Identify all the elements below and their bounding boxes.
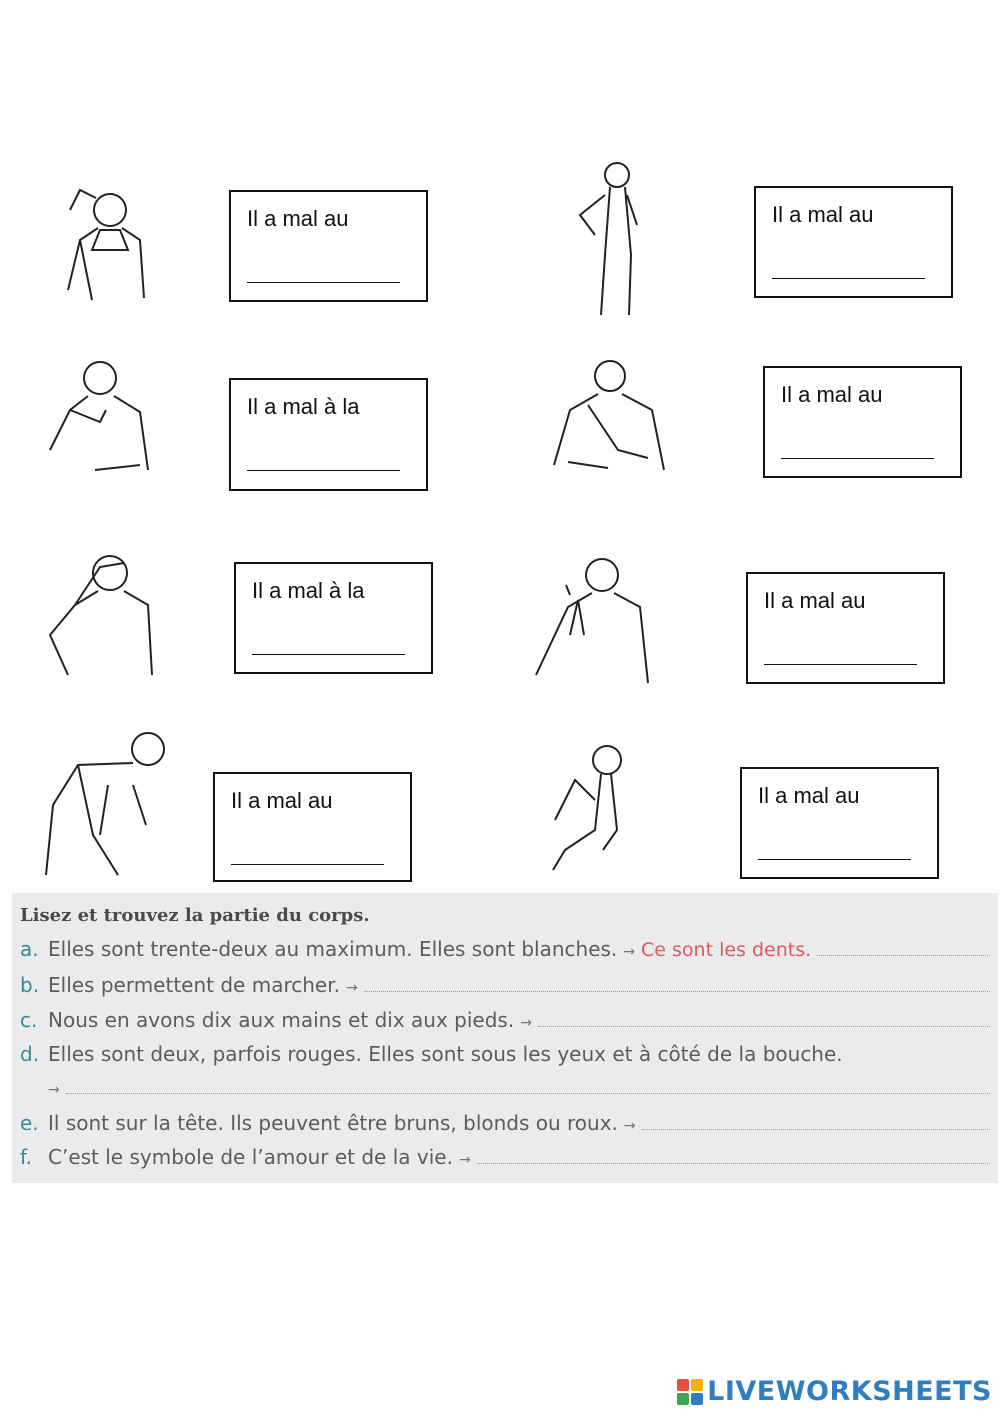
answer-line-c[interactable] <box>538 1008 990 1027</box>
answer-box-4 <box>763 366 962 478</box>
question-c <box>20 1008 990 1032</box>
question-letter: e. <box>20 1111 39 1135</box>
figure-head <box>40 545 165 685</box>
figure-stomach <box>38 725 173 880</box>
box-prompt: Il a mal au <box>231 788 333 813</box>
answer-box-1 <box>229 190 428 302</box>
question-text: Nous en avons dix aux mains et dix aux pieds. <box>48 1008 515 1032</box>
figure-back <box>565 155 655 325</box>
figure-finger <box>530 545 660 690</box>
answer-line <box>817 937 990 956</box>
box-prompt: Il a mal au <box>781 382 883 407</box>
answer-box-2 <box>754 186 953 298</box>
answer-input-7[interactable] <box>231 838 384 865</box>
man-holding-foot-icon <box>545 740 635 875</box>
question-f <box>20 1145 990 1169</box>
man-holding-ear-icon <box>40 180 155 305</box>
question-text: Elles sont deux, parfois rouges. Elles sont sous les yeux et à côté de la bouche. <box>48 1042 843 1066</box>
answer-line-e[interactable] <box>642 1111 990 1130</box>
arrow-icon: → <box>623 944 636 960</box>
logo-square <box>677 1379 689 1391</box>
answer-input-5[interactable] <box>252 628 405 655</box>
question-b <box>20 973 990 997</box>
arrow-icon: → <box>623 1118 636 1134</box>
logo-square <box>691 1379 703 1391</box>
answer-line-f[interactable] <box>477 1145 990 1164</box>
question-letter: f. <box>20 1145 32 1169</box>
box-prompt: Il a mal à la <box>247 394 360 419</box>
question-a <box>20 937 990 961</box>
man-with-arm-sling-icon <box>548 350 668 495</box>
arrow-icon: → <box>458 1152 471 1168</box>
question-text: Il sont sur la tête. Ils peuvent être bruns, blonds ou roux. <box>48 1111 618 1135</box>
figure-arm <box>548 350 668 495</box>
question-letter: c. <box>20 1008 38 1032</box>
answer-line-d[interactable] <box>66 1075 990 1094</box>
question-text: C’est le symbole de l’amour et de la vie. <box>48 1145 453 1169</box>
answer-input-1[interactable] <box>247 256 400 283</box>
answer-input-6[interactable] <box>764 638 917 665</box>
question-text: Elles sont trente-deux au maximum. Elles sont blanches. <box>48 937 618 961</box>
question-d-answer <box>20 1075 990 1098</box>
box-prompt: Il a mal au <box>247 206 349 231</box>
logo-text: LIVEWORKSHEETS <box>707 1376 992 1407</box>
answer-line-b[interactable] <box>364 973 990 992</box>
question-letter: d. <box>20 1042 40 1066</box>
man-with-hurt-finger-icon <box>530 545 660 690</box>
answer-box-6 <box>746 572 945 684</box>
exercise-title: Lisez et trouvez la partie du corps. <box>20 905 370 926</box>
box-prompt: Il a mal au <box>764 588 866 613</box>
box-prompt: Il a mal au <box>758 783 860 808</box>
arrow-icon: → <box>345 980 358 996</box>
question-text: Elles permettent de marcher. <box>48 973 340 997</box>
man-holding-back-icon <box>565 155 655 325</box>
arrow-icon: → <box>520 1015 532 1031</box>
question-letter: a. <box>20 937 39 961</box>
man-holding-head-icon <box>40 545 165 685</box>
answer-box-8 <box>740 767 939 879</box>
man-holding-throat-icon <box>40 350 155 480</box>
example-answer: Ce sont les dents. <box>641 939 812 961</box>
logo-mark-icon <box>677 1379 703 1405</box>
arrow-icon: → <box>48 1082 60 1098</box>
figure-throat <box>40 350 155 480</box>
figure-ear <box>40 180 155 305</box>
question-d <box>20 1042 990 1066</box>
liveworksheets-logo <box>677 1376 992 1407</box>
question-e <box>20 1111 990 1135</box>
figure-foot <box>545 740 635 875</box>
exercise-panel <box>12 893 998 1183</box>
answer-input-3[interactable] <box>247 444 400 471</box>
box-prompt: Il a mal à la <box>252 578 365 603</box>
logo-square <box>691 1393 703 1405</box>
question-letter: b. <box>20 973 40 997</box>
answer-input-2[interactable] <box>772 252 925 279</box>
man-holding-stomach-icon <box>38 725 173 880</box>
answer-box-7 <box>213 772 412 882</box>
answer-box-3 <box>229 378 428 491</box>
logo-square <box>677 1393 689 1405</box>
answer-input-4[interactable] <box>781 432 934 459</box>
box-prompt: Il a mal au <box>772 202 874 227</box>
answer-input-8[interactable] <box>758 833 911 860</box>
answer-box-5 <box>234 562 433 674</box>
